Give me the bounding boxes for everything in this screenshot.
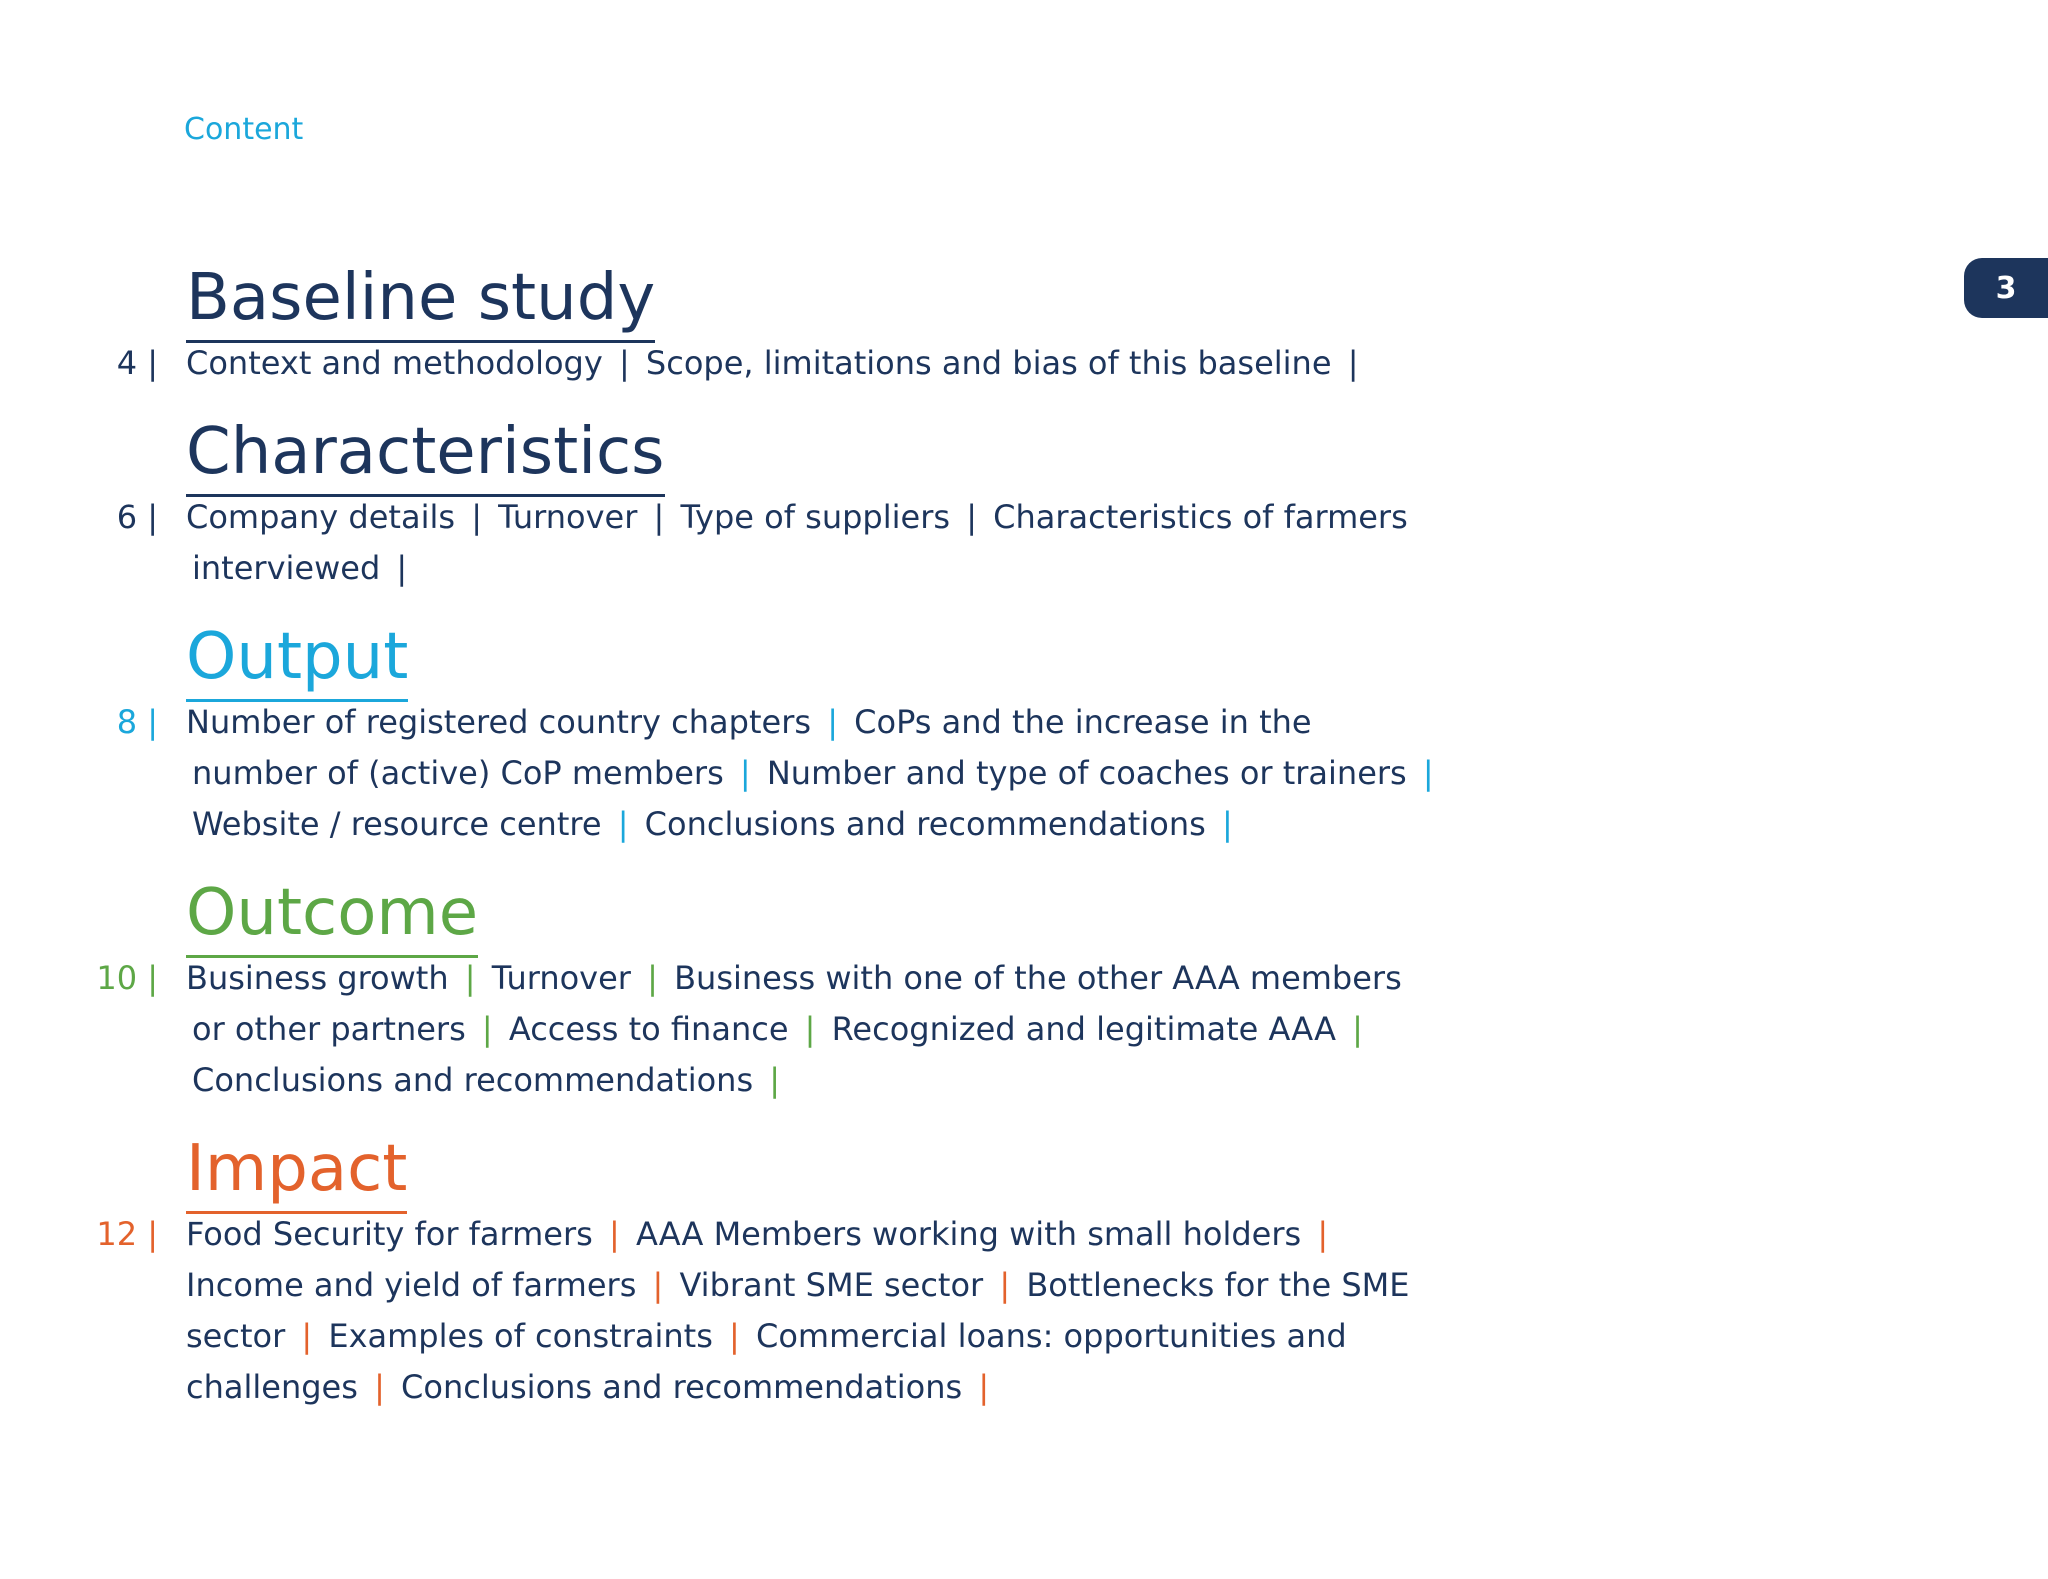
toc-line	[0, 338, 1400, 391]
toc-entry[interactable]: Recognized and legitimate AAA	[831, 1010, 1336, 1048]
toc-line-text	[192, 543, 413, 594]
toc-line-text	[192, 748, 1440, 799]
toc-entry[interactable]: AAA Members working with small holders	[635, 1215, 1302, 1253]
separator: |	[481, 1010, 493, 1048]
toc-line-text	[186, 1260, 1409, 1311]
page-ref: 10 |	[96, 959, 158, 997]
separator: |	[1347, 344, 1359, 382]
toc-line-text	[192, 1004, 1369, 1055]
toc-entry[interactable]: Company details	[186, 498, 456, 536]
separator: |	[739, 754, 751, 792]
toc-line	[0, 953, 1400, 1004]
separator: |	[652, 1266, 664, 1304]
toc-entry[interactable]: Business growth	[186, 959, 449, 997]
toc-line	[0, 1311, 1400, 1362]
toc-entry[interactable]: Type of suppliers	[680, 498, 951, 536]
toc-entry[interactable]: Vibrant SME sector	[679, 1266, 984, 1304]
toc-entry[interactable]: CoPs and the increase in the	[854, 703, 1312, 741]
section-title[interactable]: Output	[186, 617, 408, 702]
toc-entry[interactable]: Characteristics of farmers	[993, 498, 1408, 536]
toc-entry[interactable]: Conclusions and recommendations	[192, 1061, 754, 1099]
toc-line	[0, 799, 1400, 850]
toc-entry[interactable]: Turnover	[498, 498, 638, 536]
toc-line-text	[186, 1209, 1334, 1260]
toc-entry[interactable]: Website / resource centre	[192, 805, 602, 843]
toc-entry[interactable]: sector	[186, 1317, 286, 1355]
separator: |	[647, 959, 658, 997]
toc-line-text	[192, 799, 1239, 850]
separator: |	[966, 498, 977, 536]
toc-line	[0, 748, 1434, 799]
toc-entry[interactable]: Business with one of the other AAA members	[674, 959, 1402, 997]
separator: |	[374, 1368, 385, 1406]
toc-line-text	[186, 1311, 1347, 1362]
separator: |	[464, 959, 476, 997]
toc-entry[interactable]: Conclusions and recommendations	[401, 1368, 963, 1406]
separator: |	[301, 1317, 313, 1355]
separator: |	[617, 805, 629, 843]
toc-line	[0, 1004, 1400, 1055]
separator: |	[608, 1215, 620, 1253]
toc-entry[interactable]: Number of registered country chapters	[186, 703, 812, 741]
toc-line	[0, 697, 1400, 748]
separator: |	[1422, 754, 1434, 792]
section-title[interactable]: Outcome	[186, 873, 478, 958]
toc-entry[interactable]: Bottlenecks for the SME	[1026, 1266, 1410, 1304]
toc-line-text	[186, 338, 1364, 389]
toc-line	[0, 1260, 1410, 1311]
toc-entry[interactable]: Scope, limitations and bias of this baseline	[645, 344, 1332, 382]
separator: |	[1317, 1215, 1329, 1253]
separator: |	[804, 1010, 816, 1048]
toc-entry[interactable]: Examples of constraints	[328, 1317, 713, 1355]
toc-entry[interactable]: number of (active) CoP members	[192, 754, 724, 792]
toc-entry[interactable]: Turnover	[491, 959, 631, 997]
separator: |	[827, 703, 838, 741]
page-number-badge: 3	[1964, 258, 2048, 318]
toc-entry[interactable]: or other partners	[192, 1010, 466, 1048]
separator: |	[999, 1266, 1011, 1304]
separator: |	[978, 1368, 990, 1406]
toc-line	[0, 1055, 1400, 1106]
separator: |	[471, 498, 482, 536]
separator: |	[618, 344, 630, 382]
section-title[interactable]: Characteristics	[186, 412, 665, 497]
toc-line	[0, 543, 1400, 594]
page-ref: 8 |	[116, 703, 158, 741]
toc-entry[interactable]: Number and type of coaches or trainers	[766, 754, 1407, 792]
separator: |	[729, 1317, 740, 1355]
toc-entry[interactable]: Food Security for farmers	[186, 1215, 593, 1253]
section-title[interactable]: Impact	[186, 1129, 407, 1214]
toc-entry[interactable]: Access to finance	[508, 1010, 789, 1048]
toc-entry[interactable]: Commercial loans: opportunities and	[756, 1317, 1347, 1355]
separator: |	[653, 498, 665, 536]
toc-entry[interactable]: challenges	[186, 1368, 358, 1406]
separator: |	[1221, 805, 1233, 843]
toc-line-text	[186, 953, 1402, 1004]
toc-entry[interactable]: Conclusions and recommendations	[644, 805, 1206, 843]
toc-line	[0, 1209, 1400, 1260]
toc-line	[0, 1362, 1400, 1413]
separator: |	[769, 1061, 781, 1099]
page-ref: 4 |	[116, 344, 158, 382]
toc-line-text	[186, 492, 1408, 543]
toc-entry[interactable]: Income and yield of farmers	[186, 1266, 637, 1304]
page-header-label: Content	[184, 112, 304, 147]
page-ref: 12 |	[96, 1215, 158, 1253]
toc-line	[0, 492, 1408, 543]
separator: |	[396, 549, 408, 587]
toc-line-text	[186, 1362, 995, 1413]
separator: |	[1352, 1010, 1363, 1048]
toc-line-text	[192, 1055, 786, 1106]
page-ref: 6 |	[116, 498, 158, 536]
section-title[interactable]: Baseline study	[186, 258, 655, 343]
toc-entry[interactable]: interviewed	[192, 549, 381, 587]
toc-line-text	[186, 697, 1312, 748]
toc-entry[interactable]: Context and methodology	[186, 344, 603, 382]
